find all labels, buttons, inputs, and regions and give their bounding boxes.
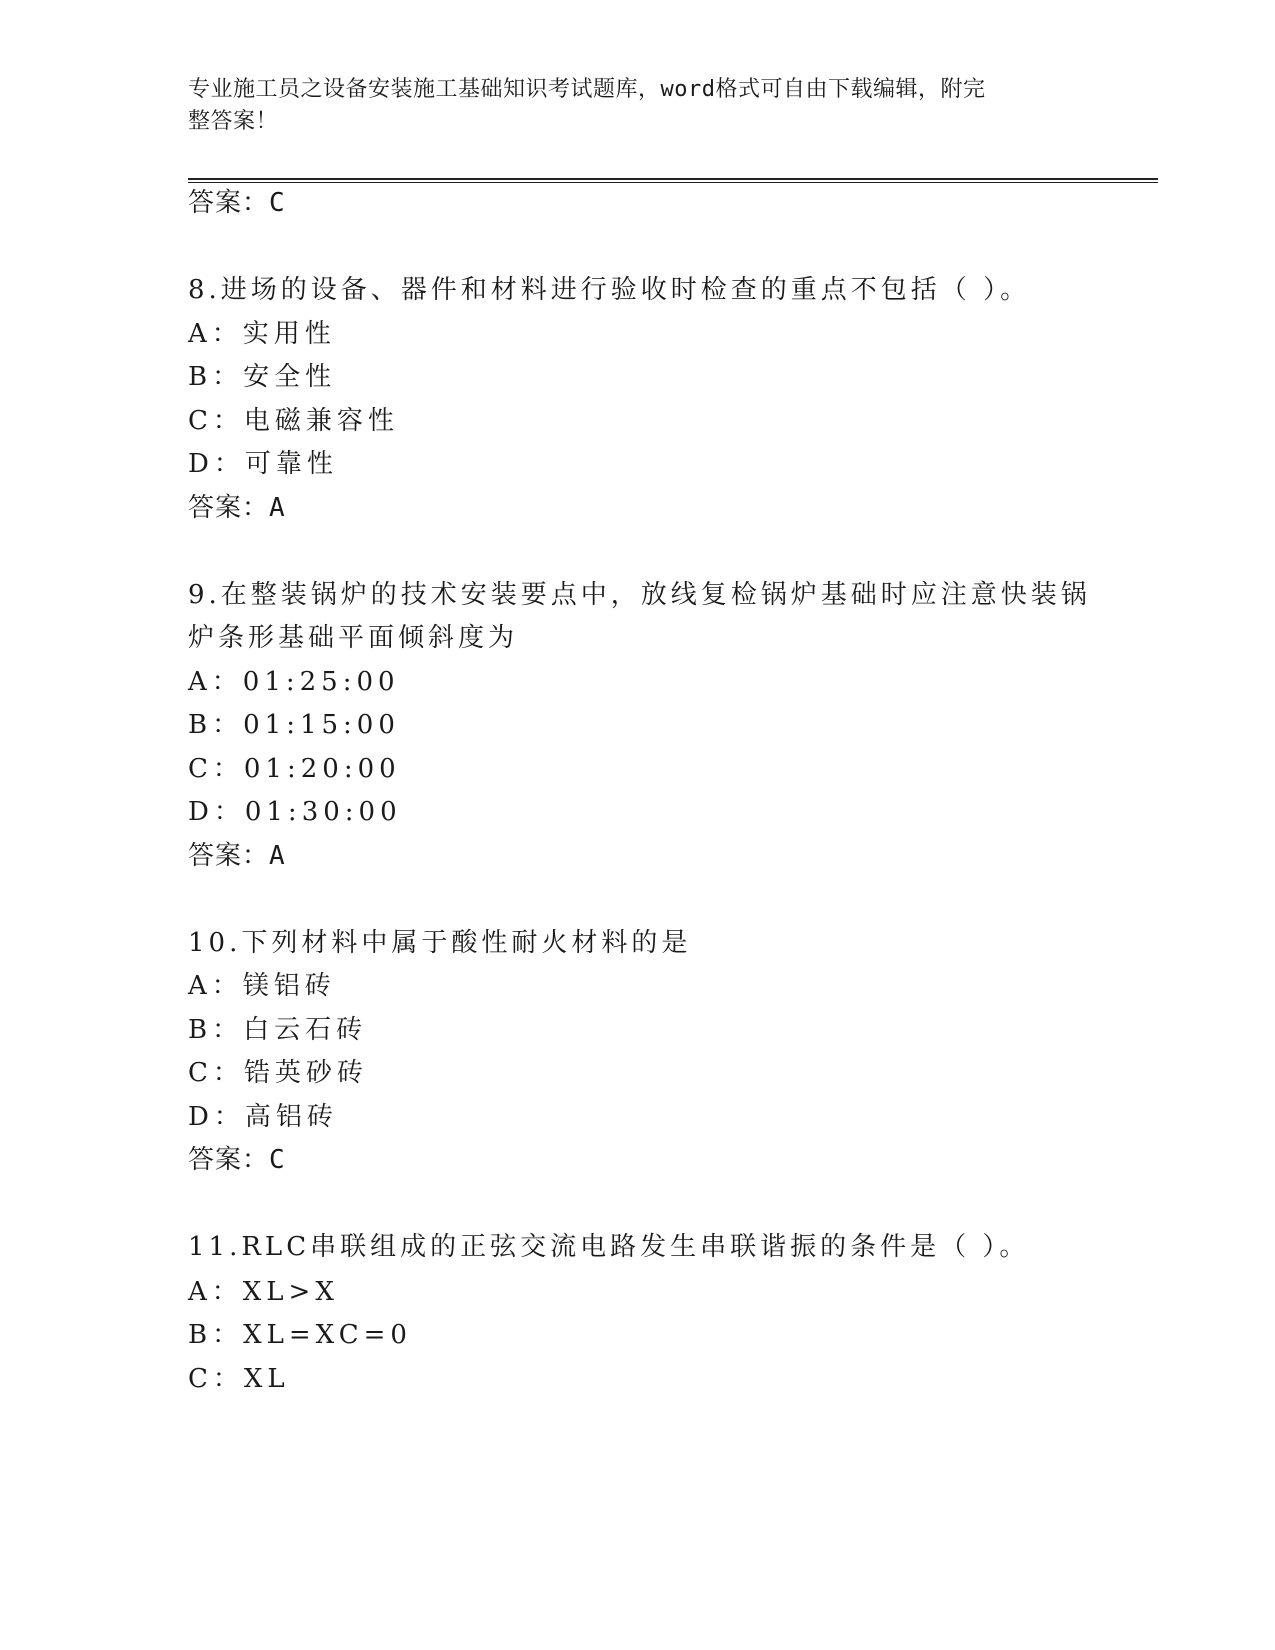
question-8-option-d: D：可靠性 — [188, 449, 338, 479]
answer-prev: 答案：C — [188, 188, 286, 218]
question-10-option-a: A：镁铝砖 — [188, 971, 336, 1001]
header-line-1: 专业施工员之设备安装施工基础知识考试题库，word格式可自由下载编辑，附完 — [188, 77, 986, 102]
question-9-answer: 答案：A — [188, 841, 286, 871]
header-line-2: 整答案！ — [188, 109, 279, 134]
question-9-option-c: C：01:20:00 — [188, 754, 401, 784]
question-10-option-c: C：锆英砂砖 — [188, 1058, 368, 1088]
question-8-option-a: A：实用性 — [188, 319, 336, 349]
question-11-option-a: A：XL>X — [188, 1277, 339, 1307]
question-11-option-c: C：XL — [188, 1364, 290, 1394]
question-9-stem-line-2: 炉条形基础平面倾斜度为 — [188, 623, 519, 653]
question-10-option-b: B：白云石砖 — [188, 1015, 368, 1045]
question-9-option-a: A：01:25:00 — [188, 667, 400, 697]
question-10-answer: 答案：C — [188, 1145, 286, 1175]
question-10-stem: 10.下列材料中属于酸性耐火材料的是 — [188, 928, 692, 958]
question-8-answer: 答案：A — [188, 493, 286, 523]
question-9-option-b: B：01:15:00 — [188, 710, 400, 740]
question-8-stem: 8.进场的设备、器件和材料进行验收时检查的重点不包括（ ）。 — [188, 275, 1031, 305]
question-11-stem: 11.RLC串联组成的正弦交流电路发生串联谐振的条件是（ ）。 — [188, 1232, 1030, 1262]
question-11-option-b: B：XL=XC=0 — [188, 1320, 412, 1350]
question-9-option-d: D：01:30:00 — [188, 797, 402, 827]
question-8-option-c: C：电磁兼容性 — [188, 406, 399, 436]
question-8-option-b: B：安全性 — [188, 362, 337, 392]
document-header — [188, 74, 1068, 138]
question-9-stem-line-1: 9.在整装锅炉的技术安装要点中，放线复检锅炉基础时应注意快装锅 — [188, 580, 1091, 610]
question-10-option-d: D：高铝砖 — [188, 1102, 338, 1132]
header-divider — [188, 178, 1158, 183]
